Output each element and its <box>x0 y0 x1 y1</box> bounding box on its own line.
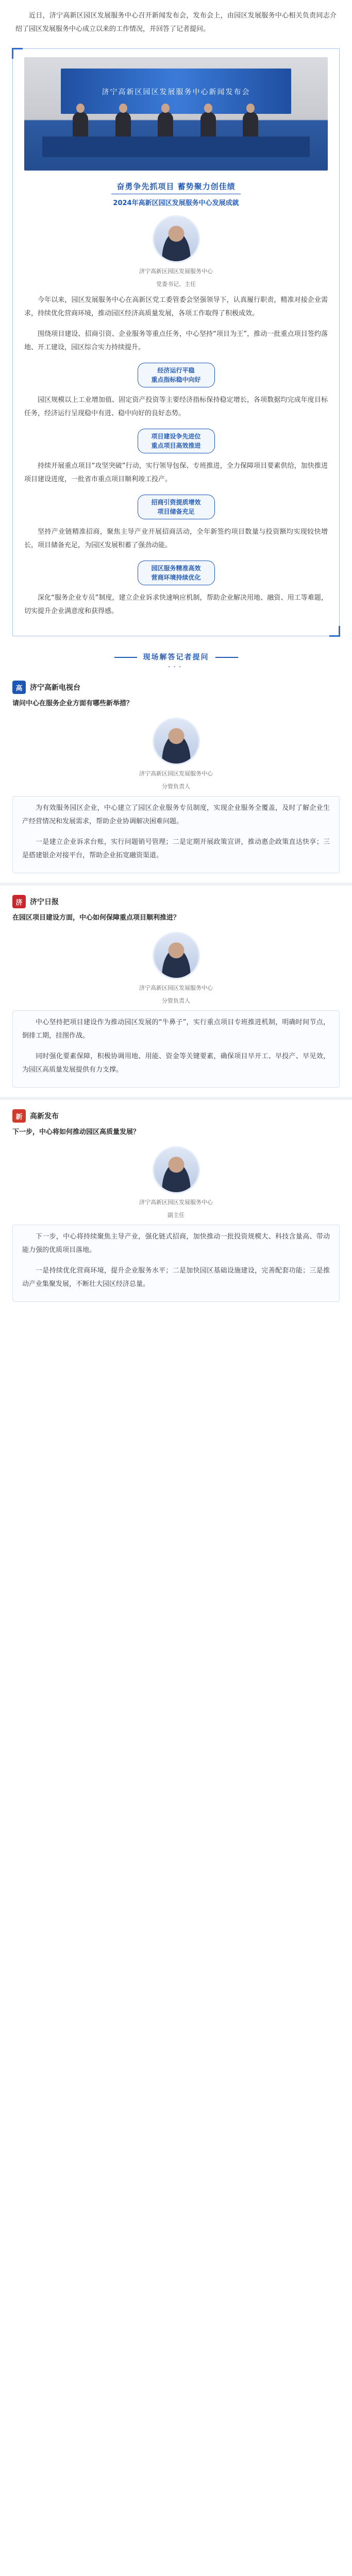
answer-card <box>12 796 340 873</box>
speaker-role: 分管负责人 <box>162 997 190 1004</box>
report-card <box>12 48 340 636</box>
question-text: 请问中心在服务企业方面有哪些新举措？ <box>12 700 133 707</box>
intro-section <box>0 0 352 48</box>
speaker-name: 济宁高新区园区发展服务中心 <box>139 268 213 275</box>
report-subtitle: 2024年高新区园区发展服务中心发展成就 <box>113 199 239 207</box>
speaker-block <box>0 1146 352 1219</box>
reporter-question <box>12 1127 340 1138</box>
report-paragraph: 今年以来，园区发展服务中心在高新区党工委管委会坚强领导下，认真履行职责，精准对接企业需求，持续优化营商环境，推动园区经济高质量发展，各项工作取得了积极成效。 <box>24 296 328 317</box>
answer-paragraph: 一是建立企业诉求台账，实行问题销号管理；二是定期开展政策宣讲，推动惠企政策直达快享；三是搭建银企对接平台，帮助企业拓宽融资渠道。 <box>22 838 330 859</box>
question-text: 在园区项目建设方面，中心如何保障重点项目顺利推进？ <box>12 914 180 922</box>
media-name: 济宁高新电视台 <box>30 684 80 692</box>
answer-card <box>12 1225 340 1302</box>
reporter-question <box>12 912 340 924</box>
press-conference-photo <box>24 57 328 171</box>
speaker-block <box>24 215 328 289</box>
answer-paragraph: 中心坚持把项目建设作为推动园区发展的“牛鼻子”，实行重点项目专班推进机制，明确时间节点，倒排工期，挂图作战。 <box>22 1019 330 1040</box>
stage-backdrop <box>61 69 292 114</box>
qa-item <box>0 1109 352 1302</box>
speaker-name: 济宁高新区园区发展服务中心 <box>139 985 213 991</box>
qa-heading-text: 现场解答记者提问 <box>114 652 238 662</box>
media-outlet <box>12 895 340 908</box>
answer-paragraph: 下一步，中心将持续聚焦主导产业，强化链式招商，加快推动一批投资规模大、科技含量高、带动能力强的优质项目落地。 <box>22 1233 330 1254</box>
intro-paragraph: 近日，济宁高新区园区发展服务中心召开新闻发布会，发布会上，由园区发展服务中心相关负责同志介绍了园区发展服务中心成立以来的工作情况，并回答了记者提问。 <box>15 12 337 33</box>
conference-table <box>42 137 309 157</box>
backdrop-text: 济宁高新区园区发展服务中心新闻发布会 <box>102 88 250 97</box>
speaker-role: 副主任 <box>167 1212 185 1218</box>
speaker-role: 分管负责人 <box>162 783 190 790</box>
media-name: 高新发布 <box>30 1112 59 1121</box>
qa-item <box>0 681 352 873</box>
highlight-pill: 园区服务精准高效 营商环境持续优化 <box>138 561 215 585</box>
report-paragraph: 围绕项目建设、招商引资、企业服务等重点任务，中心坚持“项目为王”，推动一批重点项目签约落地、开工建设，园区综合实力持续提升。 <box>24 330 328 351</box>
answer-card <box>12 1010 340 1088</box>
speaker-block <box>0 718 352 791</box>
highlight-pill: 经济运行平稳 重点指标稳中向好 <box>138 363 215 387</box>
speaker-avatar <box>153 932 200 979</box>
answer-paragraph: 同时强化要素保障，积极协调用地、用能、资金等关键要素，确保项目早开工、早投产、早见效，为园区高质量发展提供有力支撑。 <box>22 1053 330 1074</box>
report-title: 奋勇争先抓项目 蓄势聚力创佳绩 <box>111 181 240 194</box>
section-divider <box>0 883 352 886</box>
speaker-name: 济宁高新区园区发展服务中心 <box>139 1199 213 1206</box>
speaker-avatar <box>153 718 200 765</box>
media-logo-icon: 新 <box>12 1109 26 1123</box>
media-outlet <box>12 1109 340 1123</box>
report-title-block <box>24 181 328 207</box>
media-outlet <box>12 681 340 694</box>
speaker-avatar <box>153 215 200 263</box>
answer-paragraph: 为有效服务园区企业，中心建立了园区企业服务专员制度，实现企业服务全覆盖，及时了解企业生产经营情况和发展需求，帮助企业协调解决困难问题。 <box>22 804 330 825</box>
media-name: 济宁日报 <box>30 898 59 906</box>
speaker-role: 党委书记、主任 <box>156 281 196 287</box>
speaker-block <box>0 932 352 1005</box>
answer-paragraph: 一是持续优化营商环境，提升企业服务水平；二是加快园区基础设施建设，完善配套功能；三是推动产业集聚发展，不断壮大园区经济总量。 <box>22 1267 330 1288</box>
report-paragraph: 深化“服务企业专员”制度，建立企业诉求快速响应机制，帮助企业解决用地、融资、用工等难题，切实提升企业满意度和获得感。 <box>24 594 328 615</box>
media-logo-icon: 济 <box>12 895 26 908</box>
report-paragraph: 坚持产业链精准招商，聚焦主导产业开展招商活动，全年新签约项目数量与投资额均实现较快增长，项目储备充足，为园区发展积蓄了强劲动能。 <box>24 528 328 549</box>
qa-section-heading <box>0 652 352 671</box>
qa-heading-dots: ··· <box>167 663 185 671</box>
highlight-pill: 项目建设争先进位 重点项目高效推进 <box>138 429 215 453</box>
report-paragraph: 园区规模以上工业增加值、固定资产投资等主要经济指标保持稳定增长，各项数据均完成年度目标任务，经济运行呈现稳中有进、稳中向好的良好态势。 <box>24 396 328 417</box>
media-logo-icon: 高 <box>12 681 26 694</box>
report-paragraph: 持续开展重点项目“攻坚突破”行动，实行领导包保、专班推进，全力保障项目要素供给，加快推进项目建设进度，一批省市重点项目顺利竣工投产。 <box>24 462 328 483</box>
highlight-pill: 招商引资提质增效 项目储备充足 <box>138 495 215 519</box>
speaker-avatar <box>153 1146 200 1194</box>
reporter-question <box>12 698 340 709</box>
question-text: 下一步，中心将如何推动园区高质量发展？ <box>12 1128 140 1136</box>
speaker-name: 济宁高新区园区发展服务中心 <box>139 770 213 777</box>
qa-item <box>0 895 352 1088</box>
section-divider <box>0 1097 352 1100</box>
